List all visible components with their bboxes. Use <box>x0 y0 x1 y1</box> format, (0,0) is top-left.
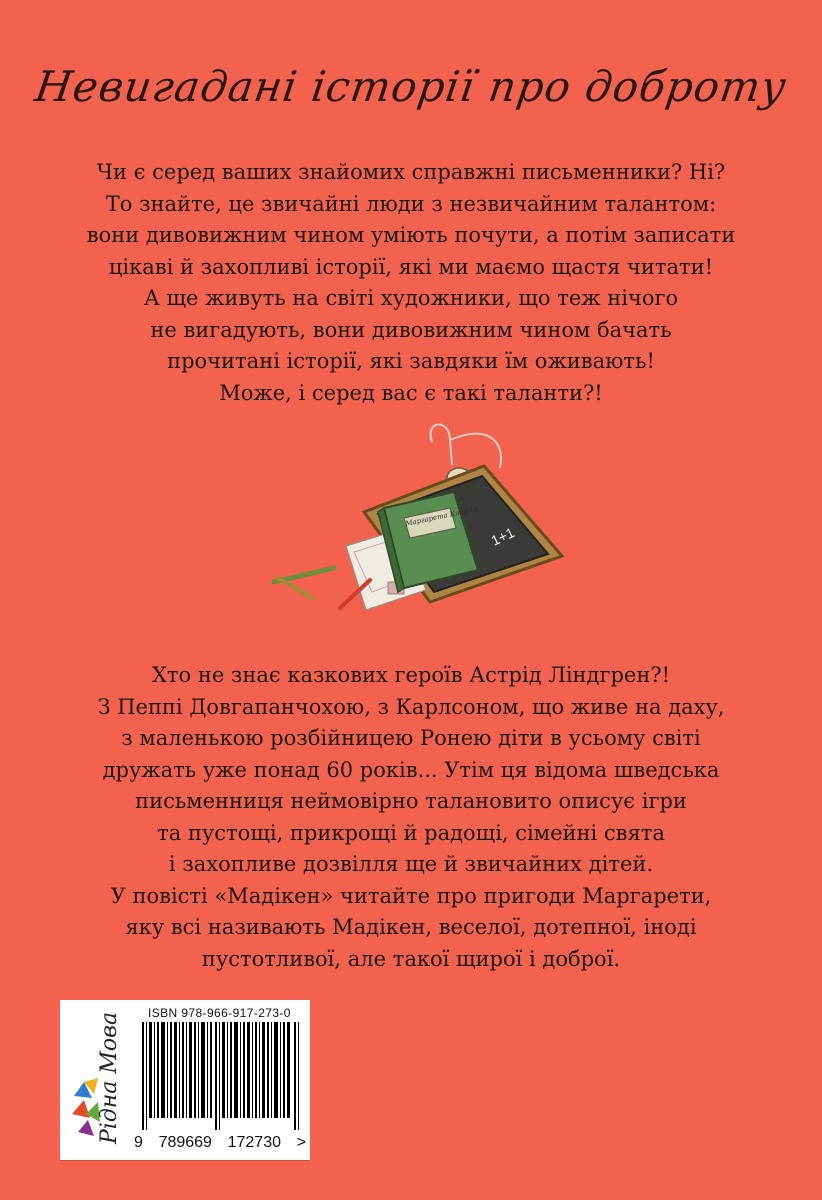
intro-paragraph <box>0 157 822 409</box>
barcode-digit-right: 172730 <box>227 1134 281 1151</box>
story-line: З Пеппі Довгапанчохою, з Карлсоном, що живе на даху, <box>97 694 725 719</box>
barcode-bars <box>142 1022 302 1130</box>
book-label-text: Маргарета Клас 1а <box>404 504 479 528</box>
barcode-digit-left: 789669 <box>158 1134 212 1151</box>
book-title: Невигадані історії про доброту <box>32 62 790 111</box>
story-line: письменниця неймовірно талановито описує ігри <box>135 789 687 813</box>
intro-line: прочитані історії, які завдяки їм оживають! <box>167 349 655 373</box>
story-line: дружать уже понад 60 років... Утім ця відома шведська <box>102 757 720 782</box>
story-line: пустотливої, але такої щирої і доброї. <box>201 946 621 971</box>
intro-line: То знайте, це звичайні люди з незвичайним талантом: <box>105 191 717 216</box>
barcode-digit-marker: > <box>296 1134 306 1151</box>
logo-text: Рідна Мова <box>97 1011 122 1144</box>
intro-line: А ще живуть на світі художники, що теж нічого <box>143 286 679 310</box>
slate-and-book-illustration <box>254 420 574 630</box>
story-line: Хто не знає казкових героїв Астрід Ліндгрен?! <box>151 663 671 687</box>
slate-string-right <box>450 434 501 468</box>
story-line: яку всі називають Мадікен, веселої, дотепної, іноді <box>125 915 697 939</box>
yellow-pencil <box>278 578 312 598</box>
slate-string <box>430 424 452 465</box>
story-line: та пустощі, прикрощі й радощі, сімейні свята <box>157 820 665 845</box>
logo-leaf-purple <box>78 1120 94 1136</box>
barcode-panel <box>60 1000 310 1160</box>
barcode-digits <box>134 1134 306 1152</box>
intro-line: Може, і серед вас є такі таланти?! <box>219 380 603 405</box>
barcode-digit-prefix: 9 <box>134 1134 143 1151</box>
story-paragraph <box>0 660 822 975</box>
intro-line: вони дивовижним чином уміють почути, а потім записати <box>86 223 736 247</box>
story-line: У повісті «Мадікен» читайте про пригоди Маргарети, <box>110 883 712 908</box>
slate-chalk-text: 1+1 <box>488 524 517 549</box>
intro-line: Чи є серед ваших знайомих справжні письменники? Ні? <box>96 160 726 184</box>
intro-line: цікаві й захопливі історії, які ми маємо щастя читати! <box>108 254 714 279</box>
logo-leaf-red <box>72 1100 90 1118</box>
publisher-logo <box>64 1004 130 1156</box>
story-line: з маленькою розбійницею Ронею діти в усьому світі <box>121 726 701 750</box>
story-line: і захопливе дозвілля ще й звичайних дітей. <box>168 852 654 876</box>
isbn-number: ISBN 978-966-917-273-0 <box>148 1006 291 1020</box>
intro-line: не вигадують, вони дивовижним чином бачать <box>150 317 672 342</box>
